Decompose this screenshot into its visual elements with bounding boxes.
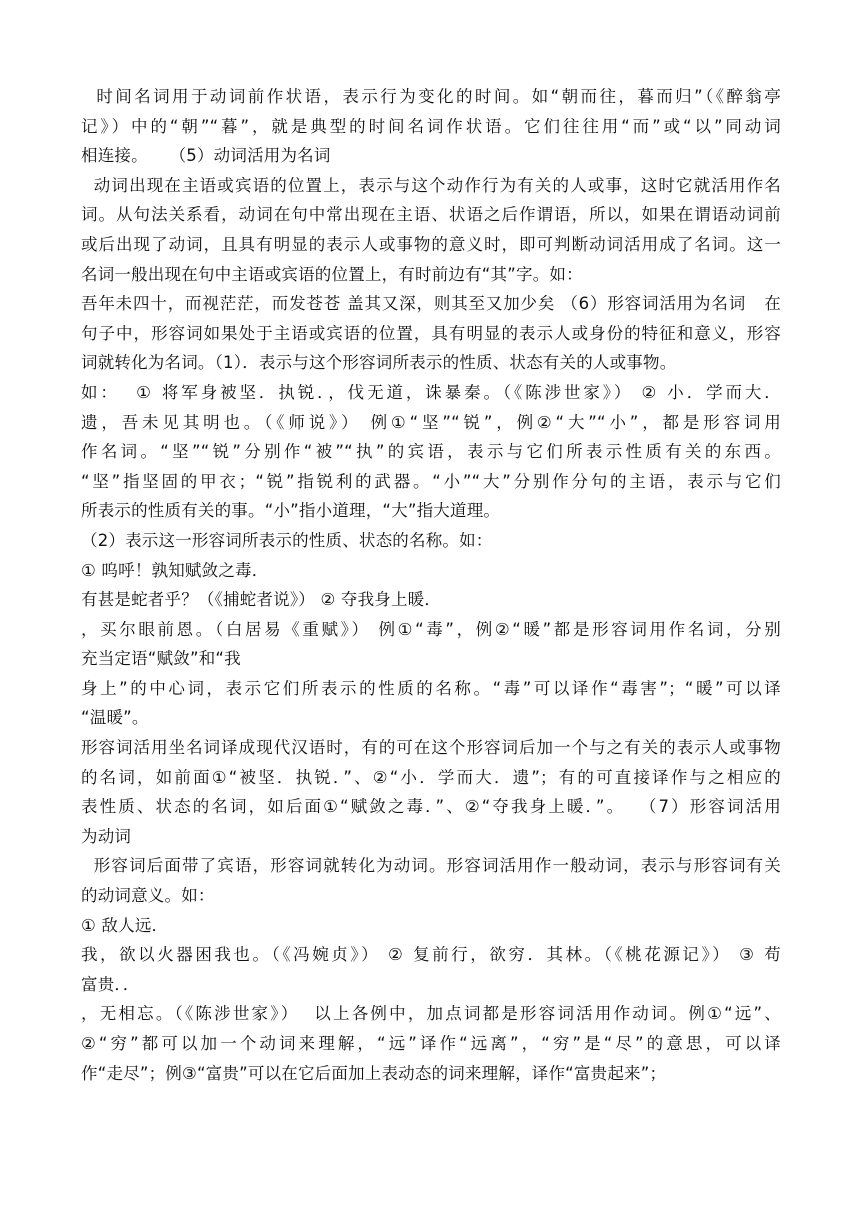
text-line: 形容词活用坐名词译成现代汉语时，有的可在这个形容词后加一个与之有关的表示人或事物	[81, 738, 781, 758]
text-line: 动词出现在主语或宾语的位置上，表示与这个动作行为有关的人或事，这时它就活用作名	[81, 175, 781, 195]
text-line: 作名词。“坚”“锐”分别作“被”“执”的宾语，表示与它们所表示性质有关的东西。	[81, 442, 781, 462]
text-line: 作“走尽”；例③“富贵”可以在它后面加上表动态的词来理解，译作“富贵起来”；	[81, 1063, 667, 1083]
text-line: 吾年未四十，而视茫茫，而发苍苍 盖其又深，则其至又加少矣 （6）形容词活用为名词 在	[81, 294, 781, 314]
text-line: 有甚是蛇者乎？（《捕蛇者说》） ② 夺我身上暖．	[81, 590, 442, 610]
text-line: ，买尔眼前恩。（白居易《重赋》） 例①“毒”，例②“暖”都是形容词用作名词，分别	[81, 619, 781, 639]
text-line: 记》）中的“朝”“暮”，就是典型的时间名词作状语。它们往往用“而”或“以”同动词	[81, 116, 781, 136]
text-line: 我，欲以火器困我也。（《冯婉贞》） ② 复前行，欲穷．其林。（《桃花源记》） ③ 苟	[81, 945, 781, 965]
text-line: 句子中，形容词如果处于主语或宾语的位置，具有明显的表示人或身份的特征和意义，形容	[81, 323, 781, 343]
text-line: ②“穷”都可以加一个动词来理解，“远”译作“远离”，“穷”是“尽”的意思，可以译	[81, 1034, 781, 1053]
text-line: 富贵．．	[81, 974, 140, 994]
text-line: 或后出现了动词，且具有明显的表示人或事物的意义时，即可判断动词活用成了名词。这一	[81, 234, 781, 254]
text-line: 的名词，如前面①“被坚．执锐．”、②“小．学而大．遗”；有的可直接译作与之相应的	[81, 767, 781, 787]
text-line: ① 呜呼！孰知赋敛之毒．	[81, 560, 269, 580]
text-line: 为动词	[81, 826, 132, 846]
text-line: ，无相忘。（《陈涉世家》） 以上各例中，加点词都是形容词活用作动词。例①“远”、	[81, 1004, 781, 1024]
text-line: 的动词意义。如：	[81, 886, 215, 906]
text-line: 表性质、状态的名词，如后面①“赋敛之毒．”、②“夺我身上暖．”。 （7）形容词活用	[81, 797, 781, 817]
text-line: “温暖”。	[81, 708, 149, 728]
text-line: ① 敌人远．	[81, 915, 169, 935]
text-line: 如： ① 将军身被坚．执锐．，伐无道，诛暴秦。（《陈涉世家》） ② 小．学而大．	[81, 382, 781, 402]
text-line: 形容词后面带了宾语，形容词就转化为动词。形容词活用作一般动词，表示与形容词有关	[81, 856, 781, 876]
text-line: 身上”的中心词，表示它们所表示的性质的名称。“毒”可以译作“毒害”；“暖”可以译	[81, 678, 781, 698]
text-line: “坚”指坚固的甲衣；“锐”指锐利的武器。“小”“大”分别作分句的主语，表示与它们	[81, 471, 781, 491]
text-line: 相连接。 （5）动词活用为名词	[81, 146, 331, 166]
text-line: 所表示的性质有关的事。“小”指小道理，“大”指大道理。	[81, 501, 501, 521]
text-line: 词就转化为名词。（1）．表示与这个形容词所表示的性质、状态有关的人或事物。	[81, 353, 677, 373]
document-body	[81, 82, 781, 1088]
text-line: 充当定语“赋敛”和“我	[81, 649, 241, 669]
text-line: 词。从句法关系看，动词在句中常出现在主语、状语之后作谓语，所以，如果在谓语动词前	[81, 205, 781, 225]
text-line: （2）表示这一形容词所表示的性质、状态的名称。如：	[81, 530, 493, 550]
text-line: 遗，吾未见其明也。（《师说》） 例①“坚”“锐”，例②“大”“小”，都是形容词用	[81, 412, 781, 432]
text-line: 时间名词用于动词前作状语，表示行为变化的时间。如“朝而往，暮而归”（《醉翁亭	[81, 87, 781, 106]
text-line: 名词一般出现在句中主语或宾语的位置上，有时前边有“其”字。如：	[81, 264, 583, 284]
